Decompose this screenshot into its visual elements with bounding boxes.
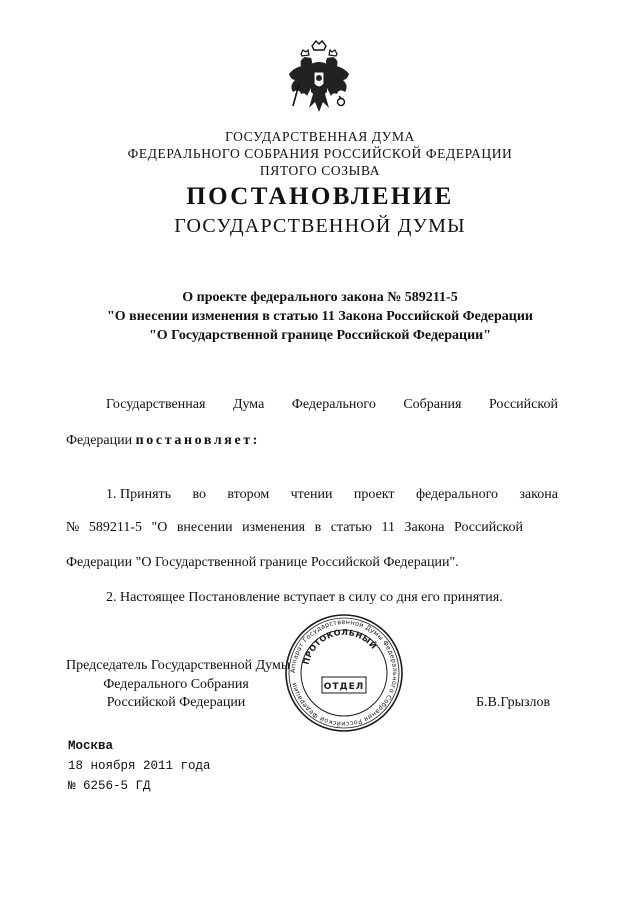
- city: Москва: [68, 739, 114, 753]
- date: 18 ноября 2011 года: [68, 759, 211, 773]
- org-line-3: ПЯТОГО СОЗЫВА: [259, 163, 381, 178]
- intro-line-2: [66, 433, 260, 449]
- intro-word: Федерального: [291, 397, 376, 412]
- signatory-title-line-3: Российской Федерации: [106, 695, 246, 710]
- intro-word: Государственная: [106, 397, 206, 412]
- signatory-title-line-1: Председатель Государственной Думы: [66, 658, 291, 673]
- svg-text:Аппарат Государственной Думы Ф: Аппарат Государственной Думы Федерального Собрания Российской Федерации: [288, 617, 400, 729]
- subject-line-1: О проекте федерального закона № 589211-5: [182, 290, 458, 305]
- official-stamp: [284, 613, 404, 733]
- subject-line-2: "О внесении изменения в статью 11 Закона Российской Федерации: [107, 309, 533, 324]
- document-type-subtitle: ГОСУДАРСТВЕННОЙ ДУМЫ: [174, 215, 466, 237]
- p1-word: втором: [227, 487, 270, 502]
- org-line-1: ГОСУДАРСТВЕННАЯ ДУМА: [225, 129, 415, 144]
- paragraph-1-line-3: Федерации "О Государственной границе Российской Федерации".: [66, 555, 459, 570]
- state-emblem-icon: [285, 40, 353, 128]
- org-line-2: ФЕДЕРАЛЬНОГО СОБРАНИЯ РОССИЙСКОЙ ФЕДЕРАЦИИ: [127, 146, 513, 161]
- document-number: № 6256-5 ГД: [68, 779, 151, 793]
- paragraph-1-line-2: № 589211-5 "О внесении изменения в статью 11 Закона Российской: [66, 520, 524, 535]
- p1-word: проект: [353, 487, 395, 502]
- intro-word: Дума: [232, 397, 265, 412]
- p1-word: чтении: [290, 487, 333, 502]
- intro-word: Российской: [488, 397, 558, 412]
- svg-text:ОТДЕЛ: ОТДЕЛ: [323, 682, 365, 692]
- intro-word: Собрания: [403, 397, 462, 412]
- resolves-spaced-text: постановляет:: [135, 433, 261, 448]
- p1-word: закона: [519, 487, 558, 502]
- p1-word: 1. Принять: [106, 487, 172, 502]
- intro-line-1: [106, 397, 558, 413]
- signatory-name: Б.В.Грызлов: [476, 695, 551, 710]
- intro-federation-text: Федерации: [66, 433, 136, 448]
- subject-line-3: "О Государственной границе Российской Федерации": [148, 328, 491, 343]
- svg-text:ПРОТОКОЛЬНЫЙ: ПРОТОКОЛЬНЫЙ: [301, 627, 379, 666]
- p1-word: во: [192, 487, 206, 502]
- paragraph-1-line-1: [106, 487, 558, 503]
- signatory-title-line-2: Федерального Собрания: [103, 677, 249, 692]
- p1-word: федерального: [415, 487, 498, 502]
- document-type-title: ПОСТАНОВЛЕНИЕ: [186, 183, 454, 210]
- paragraph-2: 2. Настоящее Постановление вступает в силу со дня его принятия.: [106, 590, 503, 605]
